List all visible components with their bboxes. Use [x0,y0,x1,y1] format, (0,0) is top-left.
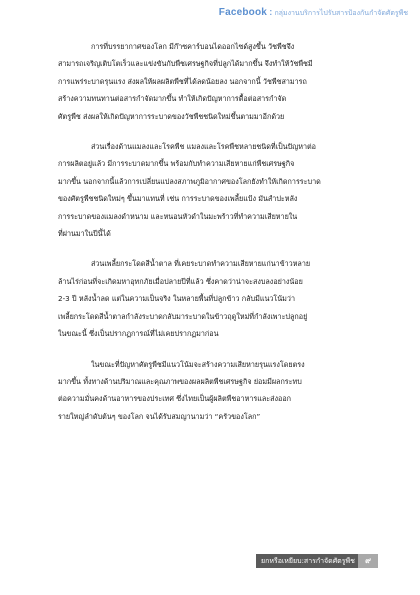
text-line: รายใหญ่ลำดับต้นๆ ของโลก จนได้รับสมญานามว่า “ครัวของโลก” [58,411,261,421]
text-line: สร้างความทนทานต่อสารกำจัดมากขึ้น ทำให้เกิดปัญหาการดื้อต่อสารกำจัด [58,94,287,104]
text-line: การระบาดของแมลงดำหนาม และหนอนหัวดำในมะพร้าวที่ทำความเสียหายใน [58,211,298,221]
paragraph-weeds [58,38,376,125]
facebook-group-name: กลุ่มงานบริการไปรับสารป้องกันกำจัดศัตรูพืช [274,9,408,17]
text-line: มากขึ้น ทั้งทางด้านปริมาณและคุณภาพของผลผลิตพืชเศรษฐกิจ ย่อมมีผลกระทบ [58,376,302,386]
text-line: 2-3 ปี หลังน้ำลด แต่ในความเป็นจริง ในหลายพื้นที่ปลูกข้าว กลับมีแนวโน้มว่า [58,294,295,304]
text-line: มากขึ้น นอกจากนี้แล้วการเปลี่ยนแปลงสภาพภูมิอากาศของโลกยังทำให้เกิดการระบาด [58,176,321,186]
text-line: เพลี้ยกระโดดสีน้ำตาลกำลังระบาดกลับมาระบาดในข้าวฤดูใหม่ที่กำลังเพาะปลูกอยู่ [58,311,308,321]
text-line: สามารถเจริญเติบโตเร็วและแข่งขันกับพืชเศรษฐกิจที่ปลูกได้มากขึ้น จึงทำให้วัชพืชมี [58,59,313,69]
text-line: ล้านไร่ก่อนที่จะเกิดมหาอุทกภัยเมื่อปลายปีที่แล้ว ซึ่งคาดว่าน่าจะสงบลงอย่างน้อย [58,276,303,286]
text-line: การที่บรรยากาศของโลก มีก๊าซคาร์บอนไดออกไซด์สูงขึ้น วัชพืชจึง [91,42,295,51]
page-number: ๙ [358,554,378,568]
page-footer [256,554,378,568]
footer-title: ยกหรือเหยียบ:สารกำจัดศัตรูพืช [256,554,358,568]
text-line: ส่วนเรื่องด้านแมลงและโรคพืช แมลงและโรคพืชหลายชนิดที่เป็นปัญหาต่อ [91,142,316,152]
page-header [219,7,408,19]
text-line: ที่ผ่านมาในปีนี้ได้ [58,229,111,239]
text-line: ในขณะที่ปัญหาศัตรูพืชมีแนวโน้มจะสร้างความเสียหายรุนแรงโดยตรง [91,359,305,369]
body-text [58,38,376,438]
text-line: ในขณะนี้ ซึ่งเป็นปรากฏการณ์ที่ไม่เคยปรากฏมาก่อน [58,329,219,339]
text-line: ส่วนเพลี้ยกระโดดสีน้ำตาล ที่เคยระบาดทำความเสียหายแก่นาข้าวหลาย [91,259,311,269]
text-line: การผลิตอยู่แล้ว มีการระบาดมากขึ้น พร้อมกับทำความเสียหายแก่พืชเศรษฐกิจ [58,159,295,169]
text-line: ศัตรูพืช ส่งผลให้เกิดปัญหาการระบาดของวัชพืชชนิดใหม่ขึ้นตามมาอีกด้วย [58,111,285,121]
header-separator: : [269,7,273,18]
facebook-brand-label: Facebook [218,7,268,18]
text-line: การแพร่ระบาดรุนแรง ส่งผลให้ผลผลิตพืชที่ได้ลดน้อยลง นอกจากนี้ วัชพืชสามารถ [58,76,307,86]
paragraph-food-security [58,356,376,426]
text-line: ของศัตรูพืชชนิดใหม่ๆ ขึ้นมาแทนที่ เช่น การระบาดของเพลี้ยแป้ง มันสำปะหลัง [58,194,298,204]
paragraph-insects-diseases [58,138,376,242]
paragraph-brown-planthopper [58,255,376,342]
text-line: ต่อความมั่นคงด้านอาหารของประเทศ ซึ่งไทยเป็นผู้ผลิตพืชอาหารและส่งออก [58,394,292,404]
